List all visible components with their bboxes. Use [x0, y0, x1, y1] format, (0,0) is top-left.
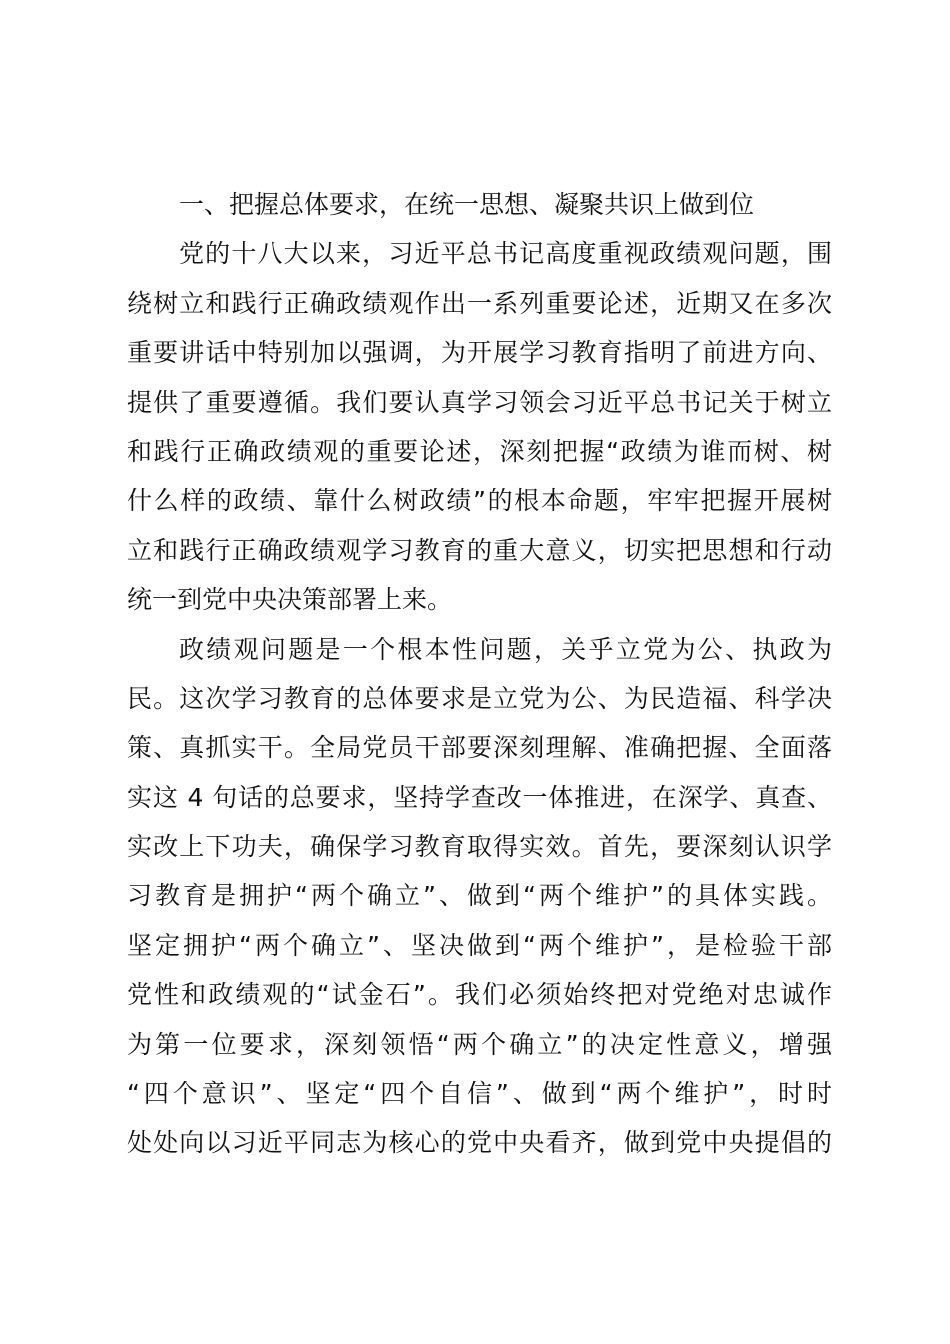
paragraph-line: 重要讲话中特别加以强调，为开展学习教育指明了前进方向、 — [127, 338, 832, 368]
paragraph-line: 提供了重要遵循。我们要认真学习领会习近平总书记关于树立 — [127, 387, 832, 417]
paragraph-line: 和践行正确政绩观的重要论述，深刻把握“政绩为谁而树、树 — [127, 436, 832, 466]
paragraph-line: 党的十八大以来，习近平总书记高度重视政绩观问题，围 — [179, 239, 832, 269]
paragraph-line: 实这 4 句话的总要求，坚持学查改一体推进，在深学、真查、 — [127, 782, 832, 812]
paragraph-line: 坚定拥护“两个确立”、坚决做到“两个维护”，是检验干部 — [127, 930, 832, 960]
paragraph-2 — [127, 625, 832, 1168]
paragraph-line: 为第一位要求，深刻领悟“两个确立”的决定性意义，增强 — [127, 1029, 832, 1059]
paragraph-line: “四个意识”、坚定“四个自信”、做到“两个维护”，时时 — [127, 1079, 832, 1109]
paragraph-line: 实改上下功夫，确保学习教育取得实效。首先，要深刻认识学 — [127, 832, 832, 862]
paragraph-line: 策、真抓实干。全局党员干部要深刻理解、准确把握、全面落 — [127, 733, 832, 763]
paragraph-line: 处处向以习近平同志为核心的党中央看齐，做到党中央提倡的 — [127, 1128, 832, 1158]
paragraph-line: 绕树立和践行正确政绩观作出一系列重要论述，近期又在多次 — [127, 288, 832, 318]
paragraph-line: 党性和政绩观的“试金石”。我们必须始终把对党绝对忠诚作 — [127, 980, 832, 1010]
paragraph-line: 立和践行正确政绩观学习教育的重大意义，切实把思想和行动 — [127, 535, 832, 565]
paragraph-line: 民。这次学习教育的总体要求是立党为公、为民造福、科学决 — [127, 683, 832, 713]
paragraph-1 — [127, 229, 832, 624]
document-page — [127, 180, 832, 1168]
paragraph-line: 习教育是拥护“两个确立”、做到“两个维护”的具体实践。 — [127, 881, 832, 911]
paragraph-line: 政绩观问题是一个根本性问题，关乎立党为公、执政为 — [179, 634, 832, 664]
paragraph-line: 什么样的政绩、靠什么树政绩”的根本命题，牢牢把握开展树 — [127, 486, 832, 516]
paragraph-line: 统一到党中央决策部署上来。 — [127, 585, 453, 615]
section-heading: 一、把握总体要求，在统一思想、凝聚共识上做到位 — [179, 190, 755, 219]
